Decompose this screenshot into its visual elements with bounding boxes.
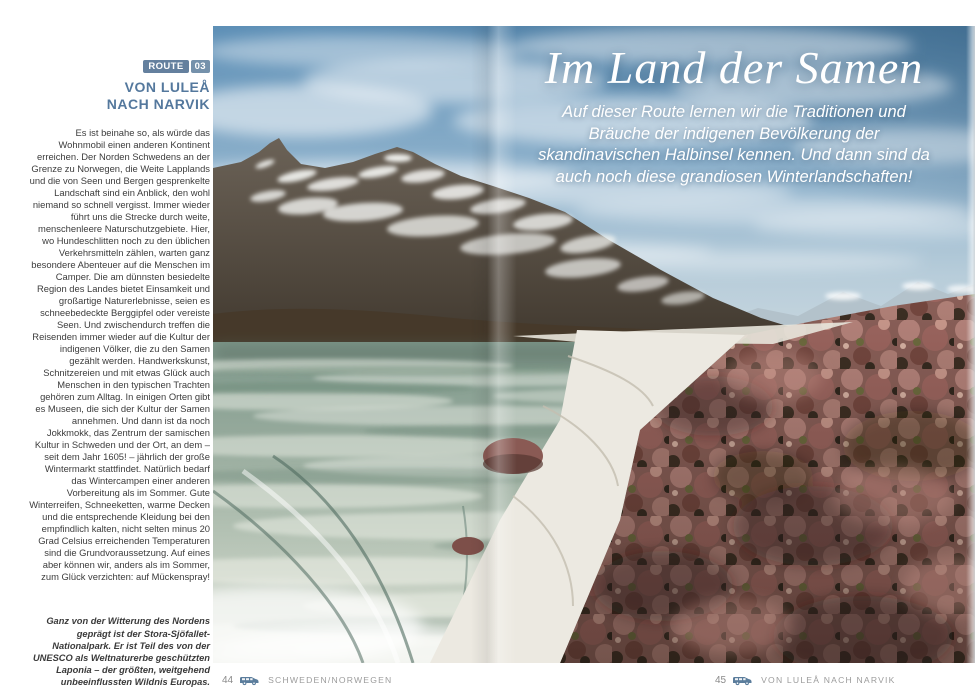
hero-subtitle-line2: Bräuche der indigenen Bevölkerung der (588, 124, 880, 143)
hero-photo (213, 26, 975, 663)
hero-subtitle-line1: Auf dieser Route lernen wir die Traditionen und (562, 103, 906, 121)
article-body: Es ist beinahe so, als würde das Wohnmobil einen anderen Kontinent erreichen. Der Norden Schwedens an der Grenze zu Norwegen, die Weite Lapplands und die von Seen und Bergen gesprenkelte Landschaft sind ein Anblick, den wohl niemand so schnell vergisst. Immer wieder führt uns die Strecke durch weite, menschenleere Naturschutzgebiete. Hier, wo Hundeschlitten noch zu den üblichen Verkehrsmitteln zählen, warten ganz besondere Abenteuer auf die Menschen im Camper. Die am dünnsten besiedelte Region des Landes bietet Einsamkeit und großartige Naturerlebnisse, seien es schneebedeckte Berggipfel oder vereiste Seen. Und zwischendurch treffen die Reisenden immer wieder auf die Kultur der indigenen Völker, die zu den Samen gezählt werden. Handwerkskunst, Schnitzereien und mit etwas Glück auch Menschen in den typischen Trachten gehören zum Alltag. In einigen Orten gibt es Museen, die sich der Kultur der Samen annehmen. Und dann ist da noch Jokkmokk, das Zentrum der samischen Kultur in Schweden und der Ort, an dem – seit dem Jahr 1605! – jährlich der große Wintermarkt stattfindet. Natürlich bedarf das Wintercampen einer anderen Vorbereitung als im Sommer. Gute Winterreifen, Schneeketten, warme Decken und die entsprechende Kleidung bei den empfindlich kalten, nicht selten minus 20 Grad Celsius erreichenden Temperaturen sind die Grundvoraussetzung. Auf eines aber können wir, anders als im Sommer, zum Glück verzichten: auf Mückenspray! (29, 127, 210, 582)
route-badge (28, 56, 210, 74)
photo-caption: Ganz von der Witterung des Nordens geprägt ist der Stora-Sjöfallet-Nationalpark. Er ist Teil des von der UNESCO als Weltnaturerbe geschützten Laponia – der größten, weitgehend unbeeinflussten Wildnis Europas. (32, 616, 210, 688)
route-badge-label: ROUTE (143, 60, 188, 73)
page-number-right: 45 (715, 674, 727, 686)
hero-subtitle-line3: skandinavischen Halbinsel kennen. Und dann sind da (538, 146, 930, 164)
footer-section-left: SCHWEDEN/NORWEGEN (268, 675, 393, 685)
hero-title: Im Land der Samen (544, 42, 924, 93)
article-title-line2: NACH NARVIK (106, 96, 210, 112)
footer-left (222, 673, 392, 687)
route-badge-number: 03 (191, 60, 210, 73)
article-title (28, 79, 210, 113)
footer-section-right: VON LULEÅ NACH NARVIK (761, 675, 896, 685)
hero-subtitle (493, 102, 975, 188)
hero-subtitle-line4: auch noch diese grandiosen Winterlandschaften! (555, 167, 913, 186)
camper-van-icon (239, 674, 260, 686)
camper-van-icon (732, 674, 753, 686)
page-number-left: 44 (222, 674, 234, 686)
footer-right (715, 673, 896, 687)
article-title-line1: VON LULEÅ (124, 79, 210, 95)
article-column (28, 56, 210, 592)
